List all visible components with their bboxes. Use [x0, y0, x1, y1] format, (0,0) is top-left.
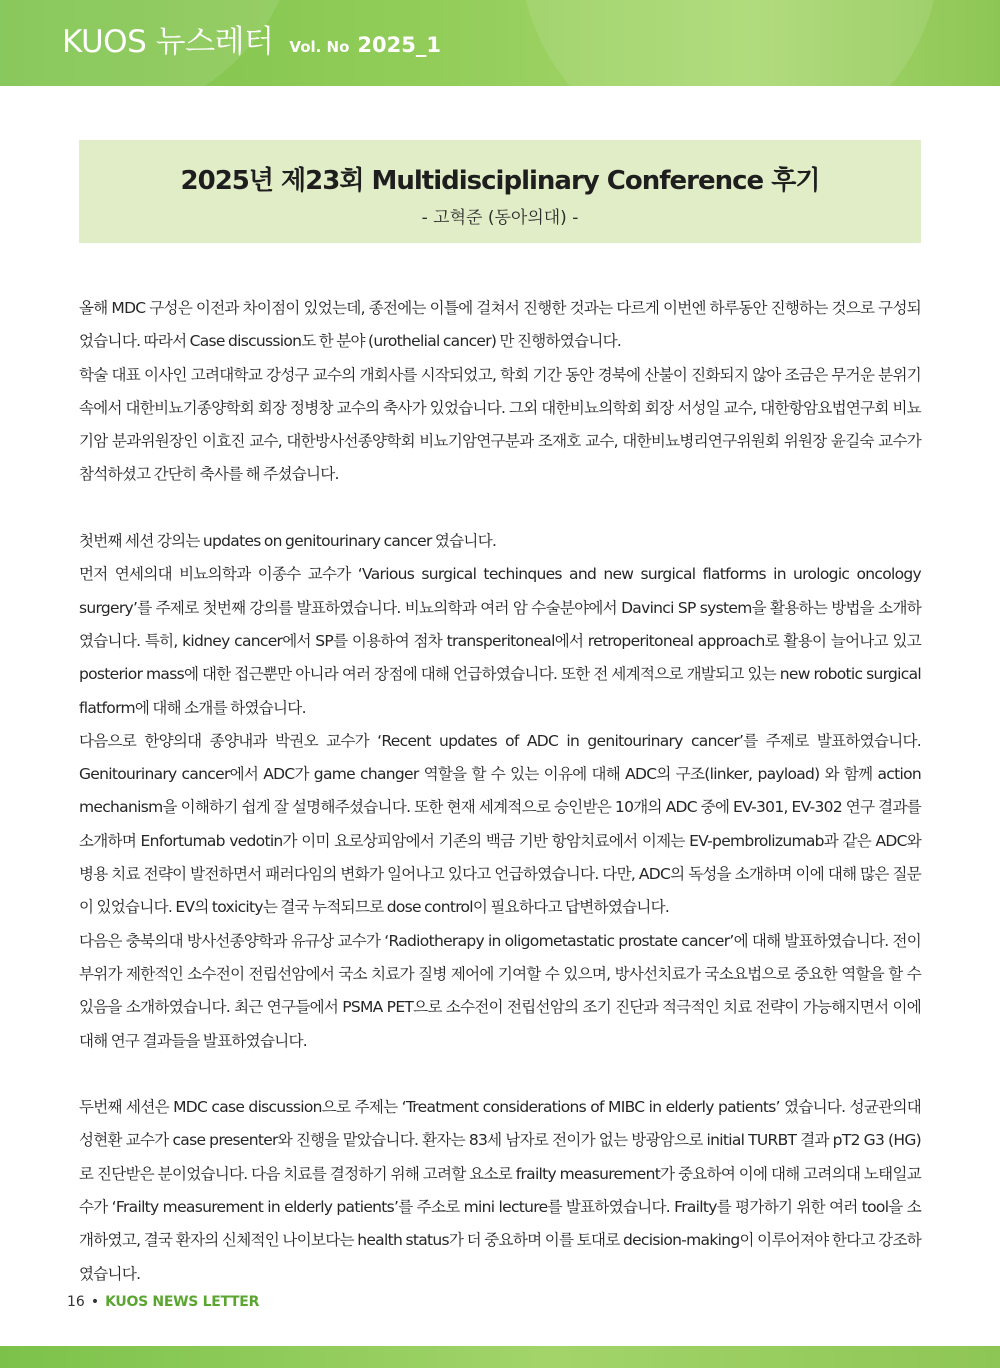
footer-bullet: • [90, 1294, 100, 1310]
bottom-band [0, 1346, 1000, 1368]
article-body [79, 292, 921, 1291]
newsletter-brand: KUOS 뉴스레터 [62, 24, 274, 60]
paragraph-gap [79, 492, 921, 525]
page-number: 16 [67, 1294, 85, 1310]
paragraph: 첫번째 세션 강의는 updates on genitourinary cancer 였습니다. [79, 532, 497, 551]
article-title: 2025년 제23회 Multidisciplinary Conference 후기 [180, 166, 820, 196]
article-title-box [79, 140, 921, 243]
paragraph: 다음으로 한양의대 종양내과 박권오 교수가 ‘Recent updates of ADC in genitourinary cancer’를 주제로 발표하였습니다. Genitourinary cancer에서 ADC가 game changer 역할을 할 수 있는 이유에 대해 ADC의 구조(linker, payload) 와 함께 action mechanism을 이해하기 쉽게 잘 설명해주셨습니다. 또한 현재 세계적으로 승인받은 10개의 ADC 중에 EV-301, EV-302 연구 결과를 소개하며 Enfortumab vedotin가 이미 요로상피암에서 기존의 백금 기반 항암치료에서 이제는 EV-pembrolizumab과 같은 ADC와 병용 치료 전략이 발전하면서 패러다임의 변화가 일어나고 있다고 언급하였습니다. 다만, ADC의 독성을 소개하며 이에 대해 많은 질문이 있었습니다. EV의 toxicity는 결국 누적되므로 dose control이 필요하다고 답변하였습니다. [79, 731, 921, 917]
page-footer [67, 1294, 259, 1310]
newsletter-masthead [62, 16, 441, 60]
paragraph: 학술 대표 이사인 고려대학교 강성구 교수의 개회사를 시작되었고, 학회 기간 동안 경북에 산불이 진화되지 않아 조금은 무거운 분위기 속에서 대한비뇨기종양학회 회장 정병창 교수의 축사가 있었습니다. 그외 대한비뇨의학회 회장 서성일 교수, 대한항암요법연구회 비뇨기암 분과위원장인 이효진 교수, 대한방사선종양학회 비뇨기암연구분과 조재호 교수, 대한비뇨병리연구위원회 위원장 윤길숙 교수가 참석하셨고 간단히 축사를 해 주셨습니다. [79, 365, 921, 484]
paragraph-gap [79, 1058, 921, 1091]
paragraph: 다음은 충북의대 방사선종양학과 유규상 교수가 ‘Radiotherapy in oligometastatic prostate cancer’에 대해 발표하였습니다. 전이 부위가 제한적인 소수전이 전립선암에서 국소 치료가 질병 제어에 기여할 수 있으며, 방사선치료가 국소요법으로 중요한 역할을 할 수 있음을 소개하였습니다. 최근 연구들에서 PSMA PET으로 소수전이 전립선암의 조기 진단과 적극적인 치료 전략이 가능해지면서 이에 대해 연구 결과들을 발표하였습니다. [79, 931, 921, 1050]
paragraph: 두번째 세션은 MDC case discussion으로 주제는 ‘Treatment considerations of MIBC in elderly patients’ 였습니다. 성균관의대 성현환 교수가 case presenter와 진행을 맡았습니다. 환자는 83세 남자로 전이가 없는 방광암으로 initial TURBT 결과 pT2 G3 (HG)로 진단받은 분이었습니다. 다음 치료를 결정하기 위해 고려할 요소로 frailty measurement가 중요하여 이에 대해 고려의대 노태일교수가 ‘Frailty measurement in elderly patients’를 주소로 mini lecture를 발표하였습니다. Frailty를 평가하기 위한 여러 tool을 소개하였고, 결국 환자의 신체적인 나이보다는 health status가 더 중요하며 이를 토대로 decision-making이 이루어져야 한다고 강조하였습니다. [79, 1098, 921, 1283]
volume-number: 2025_1 [357, 33, 441, 57]
header-band [0, 0, 1000, 86]
paragraph: 올해 MDC 구성은 이전과 차이점이 있었는데, 종전에는 이틀에 걸쳐서 진행한 것과는 다르게 이번엔 하루동안 진행하는 것으로 구성되었습니다. 따라서 Case discussion도 한 분야 (urothelial cancer) 만 진행하였습니다. [79, 299, 921, 351]
header-decoration [520, 0, 940, 86]
footer-label: KUOS NEWS LETTER [105, 1294, 260, 1310]
article-author: - 고혁준 (동아의대) - [421, 208, 579, 228]
volume-label: Vol. No [289, 38, 350, 56]
paragraph: 먼저 연세의대 비뇨의학과 이종수 교수가 ‘Various surgical techinques and new surgical flatforms in urologic oncology surgery’를 주제로 첫번째 강의를 발표하였습니다. 비뇨의학과 여러 암 수술분야에서 Davinci SP system을 활용하는 방법을 소개하였습니다. 특히, kidney cancer에서 SP를 이용하여 점차 transperitoneal에서 retroperitoneal approach로 활용이 늘어나고 있고 posterior mass에 대한 접근뿐만 아니라 여러 장점에 대해 언급하였습니다. 또한 전 세계적으로 개발되고 있는 new robotic surgical flatform에 대해 소개를 하였습니다. [79, 565, 921, 717]
